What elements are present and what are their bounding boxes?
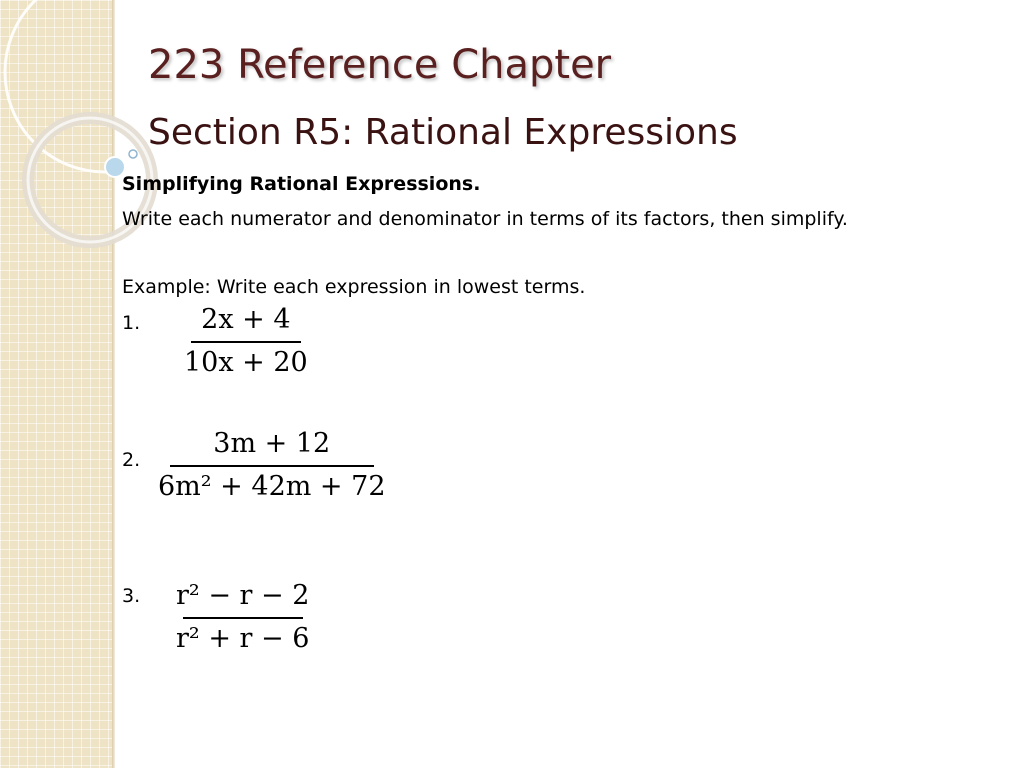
problem-number: 3. xyxy=(122,585,141,607)
fraction-bar xyxy=(170,465,374,467)
example-text: Example: Write each expression in lowest terms. xyxy=(122,276,586,298)
problem-number: 2. xyxy=(122,449,141,471)
problem-number: 1. xyxy=(122,312,141,334)
fraction-problem-3 xyxy=(176,580,309,654)
numerator: 2x + 4 xyxy=(201,304,291,335)
instruction-text: Write each numerator and denominator in terms of its factors, then simplify. xyxy=(122,208,848,230)
small-dot xyxy=(129,150,137,158)
fraction-bar xyxy=(183,617,303,619)
numerator: r² − r − 2 xyxy=(176,580,310,611)
denominator: 10x + 20 xyxy=(184,346,308,378)
denominator: r² + r − 6 xyxy=(176,622,310,654)
section-heading: Simplifying Rational Expressions. xyxy=(122,173,481,195)
slide-subtitle: Section R5: Rational Expressions xyxy=(148,112,738,153)
fraction-problem-2 xyxy=(158,428,386,502)
denominator: 6m² + 42m + 72 xyxy=(158,470,386,502)
numerator: 3m + 12 xyxy=(213,428,331,459)
fraction-bar xyxy=(191,341,301,343)
fraction-problem-1 xyxy=(184,304,308,378)
slide-title: 223 Reference Chapter xyxy=(148,42,612,88)
